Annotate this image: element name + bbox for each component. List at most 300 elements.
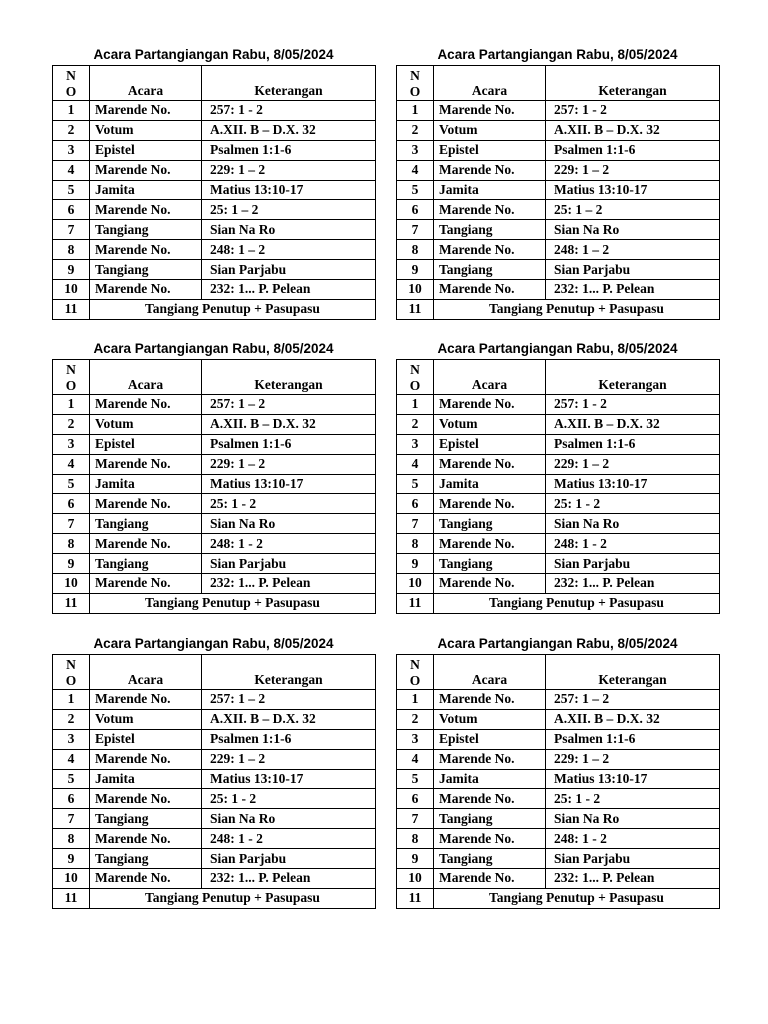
- header-no: N O: [397, 66, 434, 101]
- table-row: [397, 474, 720, 494]
- row-number: 11: [397, 299, 434, 319]
- row-keterangan: Matius 13:10-17: [546, 474, 720, 494]
- table-row: [53, 240, 376, 260]
- table-row: [53, 414, 376, 434]
- row-number: 10: [397, 869, 434, 889]
- row-number: 4: [53, 749, 90, 769]
- row-acara: Tangiang: [90, 809, 202, 829]
- row-number: 1: [397, 690, 434, 710]
- row-number: 10: [397, 280, 434, 300]
- row-acara: Marende No.: [434, 829, 546, 849]
- table-row: [397, 395, 720, 415]
- row-number: 7: [53, 514, 90, 534]
- header-keterangan: Keterangan: [202, 655, 376, 690]
- row-keterangan: 248: 1 – 2: [202, 240, 376, 260]
- row-number: 8: [53, 829, 90, 849]
- row-number: 3: [53, 434, 90, 454]
- table-row: [53, 849, 376, 869]
- header-acara: Acara: [434, 66, 546, 101]
- row-number: 4: [53, 454, 90, 474]
- schedule-table: [52, 654, 376, 909]
- row-acara: Marende No.: [90, 574, 202, 594]
- row-number: 9: [397, 260, 434, 280]
- row-number: 6: [53, 494, 90, 514]
- row-acara: Marende No.: [90, 534, 202, 554]
- row-keterangan: Psalmen 1:1-6: [546, 434, 720, 454]
- row-keterangan: 257: 1 – 2: [202, 690, 376, 710]
- row-number: 6: [397, 200, 434, 220]
- row-number: 6: [397, 494, 434, 514]
- row-acara: Marende No.: [90, 240, 202, 260]
- closing-text: Tangiang Penutup + Pasupasu: [90, 593, 376, 613]
- header-acara: Acara: [434, 655, 546, 690]
- row-keterangan: Psalmen 1:1-6: [202, 729, 376, 749]
- row-number: 1: [53, 395, 90, 415]
- header-no: N O: [53, 66, 90, 101]
- row-number: 10: [53, 869, 90, 889]
- table-row: [53, 280, 376, 300]
- header-row: [53, 655, 376, 690]
- row-number: 9: [397, 849, 434, 869]
- row-keterangan: 229: 1 – 2: [546, 749, 720, 769]
- table-row: [53, 120, 376, 140]
- row-acara: Marende No.: [434, 574, 546, 594]
- row-number: 3: [397, 434, 434, 454]
- closing-row: [397, 593, 720, 613]
- row-acara: Epistel: [90, 140, 202, 160]
- row-keterangan: A.XII. B – D.X. 32: [202, 414, 376, 434]
- table-row: [53, 101, 376, 121]
- schedule-table: [396, 359, 720, 614]
- header-acara: Acara: [90, 655, 202, 690]
- row-keterangan: Sian Na Ro: [546, 809, 720, 829]
- table-row: [53, 474, 376, 494]
- table-row: [397, 690, 720, 710]
- header-acara: Acara: [90, 360, 202, 395]
- table-row: [397, 240, 720, 260]
- row-number: 2: [397, 414, 434, 434]
- table-row: [397, 709, 720, 729]
- row-number: 1: [53, 690, 90, 710]
- table-row: [53, 749, 376, 769]
- row-number: 4: [53, 160, 90, 180]
- row-keterangan: Sian Na Ro: [202, 809, 376, 829]
- row-acara: Marende No.: [434, 869, 546, 889]
- row-number: 1: [53, 101, 90, 121]
- card-2: [52, 339, 375, 614]
- row-number: 2: [397, 120, 434, 140]
- table-row: [397, 160, 720, 180]
- row-number: 7: [53, 220, 90, 240]
- row-keterangan: 229: 1 – 2: [202, 160, 376, 180]
- row-keterangan: A.XII. B – D.X. 32: [202, 709, 376, 729]
- table-row: [53, 574, 376, 594]
- row-acara: Marende No.: [90, 690, 202, 710]
- row-keterangan: 25: 1 – 2: [202, 200, 376, 220]
- table-row: [53, 434, 376, 454]
- row-acara: Epistel: [90, 434, 202, 454]
- row-keterangan: 248: 1 - 2: [546, 534, 720, 554]
- row-acara: Marende No.: [90, 160, 202, 180]
- card-4: [52, 634, 375, 909]
- row-acara: Votum: [90, 709, 202, 729]
- header-no: N O: [53, 360, 90, 395]
- row-keterangan: Sian Parjabu: [546, 554, 720, 574]
- row-number: 6: [397, 789, 434, 809]
- row-acara: Tangiang: [434, 809, 546, 829]
- table-row: [397, 514, 720, 534]
- row-number: 3: [53, 729, 90, 749]
- table-row: [397, 454, 720, 474]
- row-keterangan: 229: 1 – 2: [202, 454, 376, 474]
- header-no: N O: [397, 360, 434, 395]
- row-number: 1: [397, 395, 434, 415]
- schedule-table: [52, 359, 376, 614]
- header-keterangan: Keterangan: [546, 655, 720, 690]
- row-acara: Epistel: [434, 434, 546, 454]
- header-acara: Acara: [434, 360, 546, 395]
- closing-row: [397, 299, 720, 319]
- row-acara: Marende No.: [434, 101, 546, 121]
- row-acara: Epistel: [434, 729, 546, 749]
- row-number: 2: [397, 709, 434, 729]
- table-row: [397, 140, 720, 160]
- row-number: 6: [53, 200, 90, 220]
- card-title: Acara Partangiangan Rabu, 8/05/2024: [93, 341, 334, 356]
- row-acara: Marende No.: [434, 749, 546, 769]
- closing-row: [397, 888, 720, 908]
- row-acara: Tangiang: [90, 220, 202, 240]
- table-row: [53, 534, 376, 554]
- row-acara: Jamita: [90, 180, 202, 200]
- row-acara: Marende No.: [434, 395, 546, 415]
- header-keterangan: Keterangan: [202, 66, 376, 101]
- row-number: 5: [397, 769, 434, 789]
- card-3: [396, 339, 719, 614]
- row-acara: Marende No.: [434, 280, 546, 300]
- row-acara: Marende No.: [90, 395, 202, 415]
- row-acara: Jamita: [434, 474, 546, 494]
- table-row: [397, 829, 720, 849]
- row-acara: Tangiang: [434, 849, 546, 869]
- row-acara: Marende No.: [434, 454, 546, 474]
- row-acara: Tangiang: [90, 849, 202, 869]
- table-row: [53, 789, 376, 809]
- row-number: 1: [397, 101, 434, 121]
- row-keterangan: 257: 1 - 2: [546, 101, 720, 121]
- closing-row: [53, 888, 376, 908]
- row-keterangan: 25: 1 - 2: [546, 494, 720, 514]
- row-keterangan: Psalmen 1:1-6: [202, 434, 376, 454]
- table-row: [53, 260, 376, 280]
- table-row: [397, 494, 720, 514]
- row-number: 9: [53, 260, 90, 280]
- card-1: [396, 45, 719, 320]
- table-row: [397, 869, 720, 889]
- row-keterangan: Sian Parjabu: [546, 260, 720, 280]
- row-acara: Votum: [90, 120, 202, 140]
- row-acara: Marende No.: [434, 160, 546, 180]
- row-acara: Marende No.: [434, 240, 546, 260]
- header-keterangan: Keterangan: [546, 66, 720, 101]
- table-row: [397, 180, 720, 200]
- table-row: [397, 849, 720, 869]
- table-row: [397, 260, 720, 280]
- card-title: Acara Partangiangan Rabu, 8/05/2024: [437, 636, 678, 651]
- row-keterangan: Sian Parjabu: [546, 849, 720, 869]
- row-keterangan: Sian Parjabu: [202, 849, 376, 869]
- row-acara: Votum: [90, 414, 202, 434]
- table-row: [53, 140, 376, 160]
- table-row: [53, 220, 376, 240]
- table-row: [53, 494, 376, 514]
- row-acara: Tangiang: [90, 514, 202, 534]
- row-keterangan: 25: 1 - 2: [546, 789, 720, 809]
- row-number: 8: [53, 240, 90, 260]
- closing-text: Tangiang Penutup + Pasupasu: [434, 593, 720, 613]
- table-row: [53, 554, 376, 574]
- card-title: Acara Partangiangan Rabu, 8/05/2024: [93, 636, 334, 651]
- row-keterangan: 25: 1 – 2: [546, 200, 720, 220]
- row-keterangan: Matius 13:10-17: [202, 769, 376, 789]
- row-number: 5: [53, 769, 90, 789]
- table-row: [53, 769, 376, 789]
- row-keterangan: Sian Na Ro: [202, 220, 376, 240]
- header-no: N O: [53, 655, 90, 690]
- row-keterangan: Matius 13:10-17: [202, 474, 376, 494]
- row-acara: Jamita: [434, 180, 546, 200]
- row-number: 4: [397, 160, 434, 180]
- row-acara: Marende No.: [90, 869, 202, 889]
- row-acara: Marende No.: [90, 280, 202, 300]
- table-row: [397, 101, 720, 121]
- table-row: [53, 180, 376, 200]
- card-title: Acara Partangiangan Rabu, 8/05/2024: [437, 341, 678, 356]
- row-keterangan: 232: 1... P. Pelean: [546, 574, 720, 594]
- header-no: N O: [397, 655, 434, 690]
- row-keterangan: Sian Na Ro: [546, 220, 720, 240]
- table-row: [53, 709, 376, 729]
- closing-text: Tangiang Penutup + Pasupasu: [90, 299, 376, 319]
- row-acara: Marende No.: [90, 494, 202, 514]
- row-number: 10: [53, 280, 90, 300]
- row-acara: Tangiang: [434, 260, 546, 280]
- row-number: 11: [397, 888, 434, 908]
- card-title: Acara Partangiangan Rabu, 8/05/2024: [93, 47, 334, 62]
- row-keterangan: 257: 1 - 2: [202, 101, 376, 121]
- row-number: 3: [397, 729, 434, 749]
- row-number: 8: [53, 534, 90, 554]
- row-number: 11: [53, 299, 90, 319]
- row-acara: Marende No.: [434, 534, 546, 554]
- header-row: [397, 66, 720, 101]
- row-number: 5: [53, 474, 90, 494]
- row-acara: Marende No.: [90, 454, 202, 474]
- card-0: [52, 45, 375, 320]
- row-keterangan: Matius 13:10-17: [202, 180, 376, 200]
- table-row: [397, 809, 720, 829]
- row-number: 6: [53, 789, 90, 809]
- row-keterangan: Matius 13:10-17: [546, 769, 720, 789]
- row-keterangan: 229: 1 – 2: [546, 160, 720, 180]
- row-acara: Epistel: [90, 729, 202, 749]
- row-number: 8: [397, 534, 434, 554]
- row-acara: Marende No.: [90, 101, 202, 121]
- schedule-table: [396, 65, 720, 320]
- row-number: 11: [53, 593, 90, 613]
- row-acara: Jamita: [90, 769, 202, 789]
- row-keterangan: 248: 1 - 2: [546, 829, 720, 849]
- row-number: 5: [53, 180, 90, 200]
- row-keterangan: Sian Na Ro: [546, 514, 720, 534]
- header-row: [397, 360, 720, 395]
- row-keterangan: A.XII. B – D.X. 32: [202, 120, 376, 140]
- row-keterangan: 232: 1... P. Pelean: [202, 869, 376, 889]
- row-keterangan: A.XII. B – D.X. 32: [546, 414, 720, 434]
- row-number: 7: [397, 514, 434, 534]
- row-keterangan: 232: 1... P. Pelean: [546, 869, 720, 889]
- row-acara: Jamita: [90, 474, 202, 494]
- table-row: [53, 869, 376, 889]
- row-keterangan: A.XII. B – D.X. 32: [546, 709, 720, 729]
- row-keterangan: 248: 1 - 2: [202, 534, 376, 554]
- row-keterangan: Psalmen 1:1-6: [546, 140, 720, 160]
- row-keterangan: 248: 1 – 2: [546, 240, 720, 260]
- row-keterangan: Matius 13:10-17: [546, 180, 720, 200]
- row-number: 7: [397, 220, 434, 240]
- row-number: 8: [397, 240, 434, 260]
- row-keterangan: 232: 1... P. Pelean: [202, 574, 376, 594]
- card-title: Acara Partangiangan Rabu, 8/05/2024: [437, 47, 678, 62]
- table-row: [53, 729, 376, 749]
- row-number: 9: [53, 849, 90, 869]
- row-keterangan: 229: 1 – 2: [202, 749, 376, 769]
- row-acara: Marende No.: [434, 200, 546, 220]
- row-acara: Marende No.: [434, 494, 546, 514]
- schedule-table: [396, 654, 720, 909]
- closing-text: Tangiang Penutup + Pasupasu: [434, 299, 720, 319]
- row-number: 4: [397, 749, 434, 769]
- row-keterangan: Psalmen 1:1-6: [202, 140, 376, 160]
- table-row: [397, 434, 720, 454]
- table-row: [397, 554, 720, 574]
- row-number: 9: [397, 554, 434, 574]
- schedule-table: [52, 65, 376, 320]
- row-acara: Epistel: [434, 140, 546, 160]
- row-acara: Tangiang: [434, 514, 546, 534]
- row-keterangan: 257: 1 – 2: [546, 690, 720, 710]
- table-row: [397, 200, 720, 220]
- row-keterangan: 232: 1... P. Pelean: [546, 280, 720, 300]
- table-row: [397, 574, 720, 594]
- row-keterangan: Sian Parjabu: [202, 554, 376, 574]
- row-number: 2: [53, 414, 90, 434]
- row-keterangan: Psalmen 1:1-6: [546, 729, 720, 749]
- table-row: [53, 514, 376, 534]
- row-acara: Tangiang: [434, 554, 546, 574]
- row-number: 4: [397, 454, 434, 474]
- row-acara: Marende No.: [90, 789, 202, 809]
- row-number: 8: [397, 829, 434, 849]
- row-number: 10: [397, 574, 434, 594]
- closing-text: Tangiang Penutup + Pasupasu: [90, 888, 376, 908]
- table-row: [53, 200, 376, 220]
- row-number: 11: [53, 888, 90, 908]
- row-keterangan: 257: 1 – 2: [202, 395, 376, 415]
- row-number: 5: [397, 474, 434, 494]
- table-row: [397, 749, 720, 769]
- table-row: [397, 280, 720, 300]
- row-number: 9: [53, 554, 90, 574]
- header-row: [53, 66, 376, 101]
- row-number: 2: [53, 709, 90, 729]
- row-acara: Marende No.: [90, 749, 202, 769]
- row-acara: Marende No.: [90, 829, 202, 849]
- row-acara: Marende No.: [434, 690, 546, 710]
- closing-row: [53, 593, 376, 613]
- header-row: [397, 655, 720, 690]
- row-number: 11: [397, 593, 434, 613]
- table-row: [397, 414, 720, 434]
- row-keterangan: 248: 1 - 2: [202, 829, 376, 849]
- table-row: [397, 220, 720, 240]
- row-keterangan: 25: 1 - 2: [202, 494, 376, 514]
- card-5: [396, 634, 719, 909]
- table-row: [53, 809, 376, 829]
- closing-text: Tangiang Penutup + Pasupasu: [434, 888, 720, 908]
- table-row: [53, 829, 376, 849]
- table-row: [53, 454, 376, 474]
- table-row: [53, 160, 376, 180]
- row-number: 7: [53, 809, 90, 829]
- table-row: [53, 690, 376, 710]
- row-keterangan: 229: 1 – 2: [546, 454, 720, 474]
- header-row: [53, 360, 376, 395]
- row-acara: Tangiang: [434, 220, 546, 240]
- row-keterangan: Sian Na Ro: [202, 514, 376, 534]
- row-acara: Tangiang: [90, 260, 202, 280]
- table-row: [397, 534, 720, 554]
- row-number: 3: [53, 140, 90, 160]
- row-number: 10: [53, 574, 90, 594]
- row-number: 7: [397, 809, 434, 829]
- table-row: [53, 395, 376, 415]
- header-keterangan: Keterangan: [202, 360, 376, 395]
- header-acara: Acara: [90, 66, 202, 101]
- row-acara: Marende No.: [90, 200, 202, 220]
- row-acara: Votum: [434, 414, 546, 434]
- row-acara: Votum: [434, 709, 546, 729]
- table-row: [397, 120, 720, 140]
- row-keterangan: A.XII. B – D.X. 32: [546, 120, 720, 140]
- closing-row: [53, 299, 376, 319]
- row-acara: Votum: [434, 120, 546, 140]
- table-row: [397, 769, 720, 789]
- row-keterangan: 232: 1... P. Pelean: [202, 280, 376, 300]
- table-row: [397, 789, 720, 809]
- row-acara: Jamita: [434, 769, 546, 789]
- row-acara: Tangiang: [90, 554, 202, 574]
- header-keterangan: Keterangan: [546, 360, 720, 395]
- row-keterangan: 257: 1 - 2: [546, 395, 720, 415]
- row-number: 2: [53, 120, 90, 140]
- row-keterangan: 25: 1 - 2: [202, 789, 376, 809]
- row-acara: Marende No.: [434, 789, 546, 809]
- row-number: 5: [397, 180, 434, 200]
- row-number: 3: [397, 140, 434, 160]
- row-keterangan: Sian Parjabu: [202, 260, 376, 280]
- table-row: [397, 729, 720, 749]
